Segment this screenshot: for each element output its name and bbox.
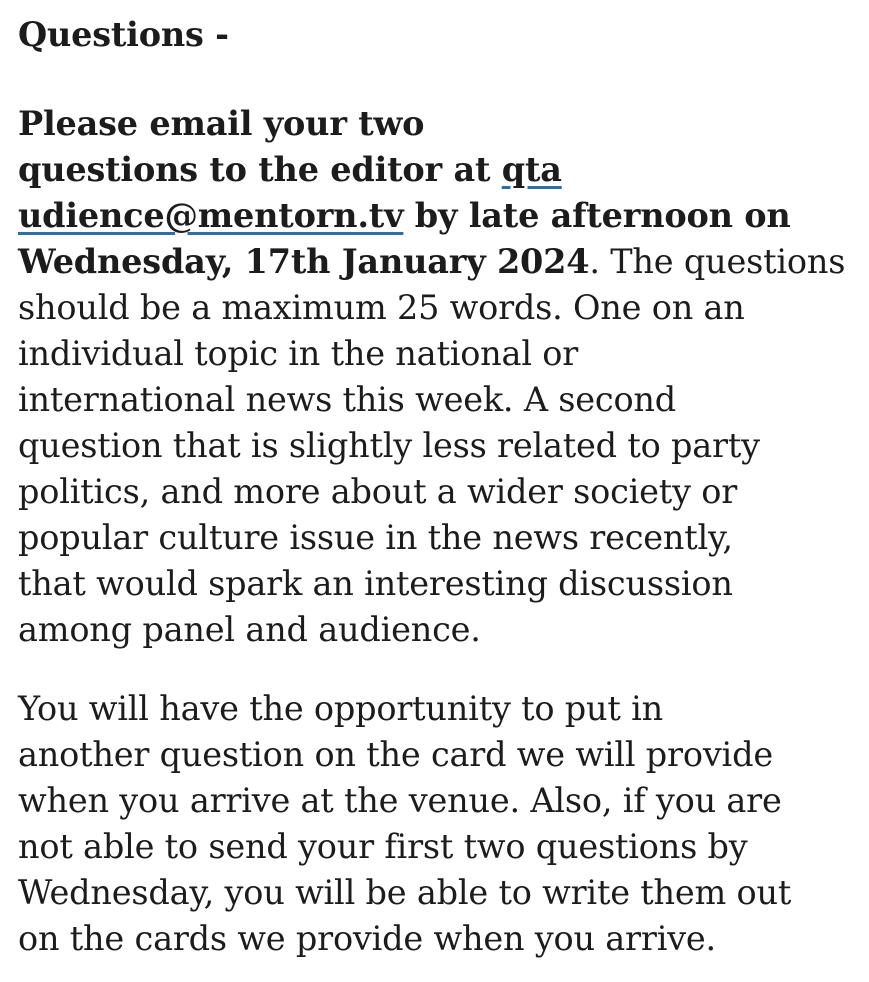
text-line: another question on the card we will provide — [18, 735, 773, 774]
text-line: individual topic in the national or — [18, 334, 579, 373]
text-line: Please email your two — [18, 104, 425, 143]
text-line: should be a maximum 25 words. One on an — [18, 288, 745, 327]
text-line — [18, 239, 858, 285]
paragraph-card-info — [18, 686, 858, 962]
text-fragment: . The questions — [589, 242, 846, 281]
text-fragment: questions to the editor at — [18, 150, 502, 189]
email-link-part2[interactable]: udience@mentorn.tv — [18, 196, 404, 235]
text-line: when you arrive at the venue. Also, if you are — [18, 781, 782, 820]
text-line — [18, 193, 858, 239]
text-line: question that is slightly less related to party — [18, 426, 760, 465]
paragraph-instructions — [18, 101, 858, 653]
text-line: international news this week. A second — [18, 380, 677, 419]
text-line: that would spark an interesting discussion — [18, 564, 733, 603]
text-line — [18, 147, 858, 193]
text-line: popular culture issue in the news recently, — [18, 518, 733, 557]
deadline-text: Wednesday, 17th January 2024 — [18, 242, 590, 281]
text-line: You will have the opportunity to put in — [18, 689, 664, 728]
text-fragment: by late afternoon on — [403, 196, 791, 235]
email-link-part1[interactable]: qta — [501, 150, 562, 189]
text-line: politics, and more about a wider society or — [18, 472, 738, 511]
text-line: among panel and audience. — [18, 610, 481, 649]
text-line: not able to send your first two questions by — [18, 827, 748, 866]
text-line: on the cards we provide when you arrive. — [18, 919, 717, 958]
text-line: Wednesday, you will be able to write them out — [18, 873, 792, 912]
heading: Questions - — [18, 15, 229, 54]
